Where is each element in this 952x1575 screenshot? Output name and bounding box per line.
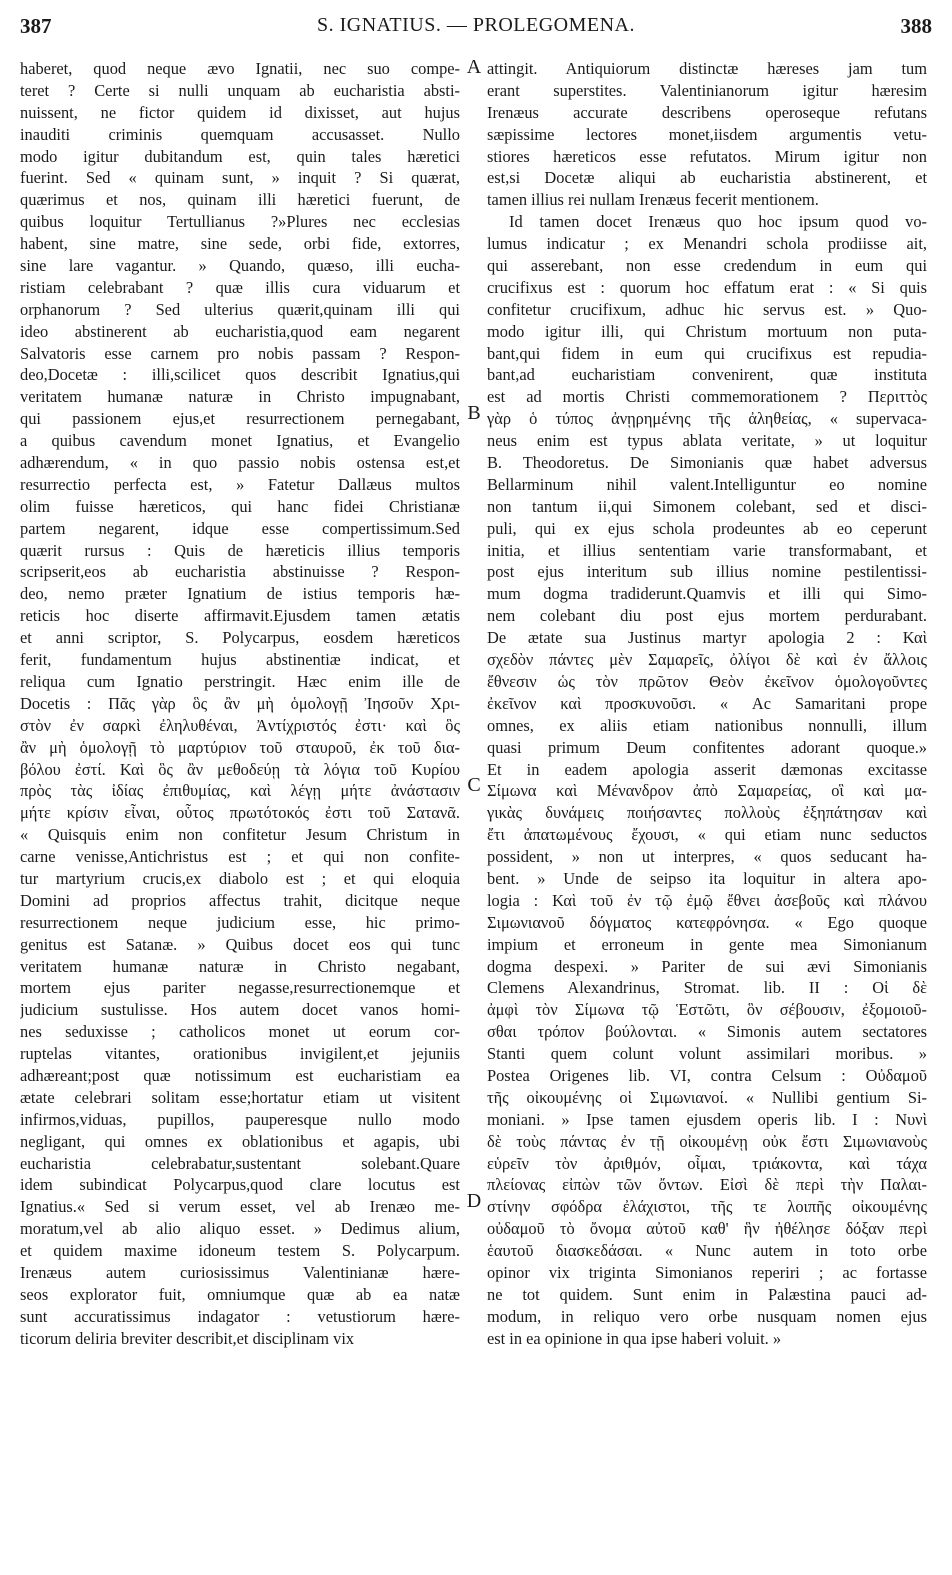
text-line: haberet, quod neque ævo Ignatii, nec suo compe- xyxy=(20,59,460,78)
text-line: Domini ad proprios affectus trahit, dicitque neque xyxy=(20,890,460,910)
text-line: quærimus et nos, quinam illi hæretici fuerunt, de xyxy=(20,190,460,210)
text-line: adhæreant;post quæ notissimum est eucharistiam ea xyxy=(20,1065,460,1085)
text-line: opinor vix triginta Simonianos reperiri ; ac fortasse xyxy=(487,1262,927,1282)
text-line: habent, sine matre, sine sede, orbi fide, extorres, xyxy=(20,234,460,254)
text-line: ἔτι ἀπατωμένους ἔχουσι, « qui etiam nunc seductos xyxy=(487,825,927,845)
text-line: στίνην σφόδρα ἐλάχιστοι, τῆς τε λοιπῆς οἰκουμένης xyxy=(487,1197,927,1217)
text-line: est ad mortis Christi commemorationem ? Περιττὸς xyxy=(487,387,927,407)
text-line: ticorum deliria breviter describit,et disciplinam vix xyxy=(20,1328,355,1348)
right-column xyxy=(487,58,927,1350)
text-line: ferit, fundamentum hujus abstinentiæ indicat, et xyxy=(20,650,460,670)
text-line: est in ea opinione in qua ipse haberi voluit. » xyxy=(487,1328,782,1348)
text-line: Clemens Alexandrinus, Stromat. lib. II : Οἱ δὲ xyxy=(487,978,927,998)
text-line: tamen illius rei nullam Irenæus fecerit mentionem. xyxy=(487,190,819,210)
text-line: πλείονας εἰπὼν τῶν ὄντων. Εἰσὶ δὲ περὶ τὴν Παλαι- xyxy=(487,1175,927,1195)
text-line: crucifixus est : quorum hoc effatum erat : « Si quis xyxy=(487,277,927,297)
text-line: deo,Docetæ : illi,scilicet quos describit Ignatius,qui xyxy=(20,365,460,385)
text-line: carne venisse,Antichristus est ; et qui non confite- xyxy=(20,847,460,867)
text-line: Irenæus autem curiosissimus Valentinianæ hære- xyxy=(20,1262,460,1282)
text-line: sunt accuratissimus indagator : vetustiorum hære- xyxy=(20,1306,460,1326)
text-line: Σιμωνιανοῦ δόγματος κατεφρόνησα. « Ego quoque xyxy=(487,912,927,932)
text-line: βόλου ἐστί. Καὶ ὃς ἂν μεθοδεύῃ τὰ λόγια τοῦ Κυρίου xyxy=(20,759,460,779)
text-line: quasi primum Deum confitentes adorant quoque.» xyxy=(487,737,927,757)
text-line: ne tot quidem. Sunt enim in Palæstina pauci ad- xyxy=(487,1284,927,1304)
text-line: reticis hoc diserte affirmavit.Ejusdem tamen ætatis xyxy=(20,606,460,626)
margin-mark-d: D xyxy=(466,1190,482,1212)
margin-mark-b: B xyxy=(467,402,481,424)
text-line: attingit. Antiquiorum distinctæ hæreses jam tum xyxy=(487,59,927,78)
text-line: orphanorum ? Sed ulterius quærit,quinam illi qui xyxy=(20,299,460,319)
text-line: seos explorator fuit, omniumque quæ ab ea natæ xyxy=(20,1284,460,1304)
text-line: omnes, ex aliis etiam nationibus nonnulli, illum xyxy=(487,715,927,735)
text-line: quærit rursus : Quis de hæreticis illius temporis xyxy=(20,540,460,560)
text-line: inauditi criminis quemquam accusasset. Nullo xyxy=(20,124,460,144)
text-line: a quibus cavendum monet Ignatius, et Evangelio xyxy=(20,431,460,451)
text-line: ἂν μὴ ὁμολογῇ τὸ μαρτύριον τοῦ σταυροῦ, ἐκ τοῦ δια- xyxy=(20,737,460,757)
text-line: σχεδὸν πάντες μὲν Σαμαρεῖς, ὀλίγοι δὲ καὶ ἐν ἄλλοις xyxy=(487,650,927,670)
text-line: dogma despexi. » Pariter de sui ævi Simonianis xyxy=(487,956,927,976)
text-line: quibus loquitur Tertullianus ?»Plures nec ecclesias xyxy=(20,212,460,232)
text-line: Stanti quem colunt volunt assimilari moribus. » xyxy=(487,1044,927,1064)
text-line: bant,qui fidem in eum qui crucifixus est repudia- xyxy=(487,343,927,363)
text-line: veritatem humanæ naturæ in Christo negabant, xyxy=(20,956,460,976)
text-line: γικὰς δυνάμεις ποιήσαντες πολλοὺς ἐξηπάτησαν καὶ xyxy=(487,803,927,823)
text-line: τῆς οἰκουμένης οἱ Σιμωνιανοί. « Nullibi gentium Si- xyxy=(487,1087,927,1107)
text-line: γὰρ ὁ τύπος ἀνῃρημένης τῆς ἀληθείας, « supervaca- xyxy=(487,409,927,429)
text-line: Bellarminum nihil valent.Intelliguntur eo nomine xyxy=(487,474,927,494)
text-line: bant,ad eucharistiam convenirent, quæ instituta xyxy=(487,365,927,385)
text-line: Σίμωνα καὶ Μένανδρον ἀπὸ Σαμαρείας, οἳ καὶ μα- xyxy=(487,781,927,801)
text-line: Et in eadem apologia asserit dæmonas excitasse xyxy=(487,759,927,779)
text-line: mortem ejus pariter negasse,resurrectionemque et xyxy=(20,978,460,998)
text-line: qui passionem ejus,et resurrectionem pernegabant, xyxy=(20,409,460,429)
text-line: ruptelas vitantes, orationibus invigilent,et jejuniis xyxy=(20,1044,460,1064)
left-column xyxy=(20,58,460,1350)
text-line: ἀμφὶ τὸν Σίμωνα τῷ Ἑστῶτι, ὃν σέβουσιν, ἐξομοιοῦ- xyxy=(487,1000,927,1020)
text-line: fuerint. Sed « quinam sunt, » inquit ? Si quærat, xyxy=(20,168,460,188)
text-line: ἑαυτοῦ διασκεδάσαι. « Nunc autem in toto orbe xyxy=(487,1241,927,1261)
text-line: sæpissime lectores monet,iisdem argumentis vetu- xyxy=(487,124,927,144)
text-line: idem subindicat Polycarpus,quod clare locutus est xyxy=(20,1175,460,1195)
text-line: eucharistia celebrabatur,sustentant solebant.Quare xyxy=(20,1153,460,1173)
text-line: ideo abstinerent ab eucharistia,quod eam negarent xyxy=(20,321,460,341)
text-line: veritatem humanæ naturæ in Christo impugnabant, xyxy=(20,387,460,407)
text-line: ætate celebrari solitam esse;hortatur etiam ut visitent xyxy=(20,1087,460,1107)
text-line: B. Theodoretus. De Simonianis quæ habet adversus xyxy=(487,453,927,473)
text-line: Ignatius.« Sed si verum esset, vel ab Irenæo me- xyxy=(20,1197,460,1217)
text-line: non tantum ii,qui Simonem colebant, sed et disci- xyxy=(487,496,927,516)
text-line: πρὸς τὰς ἰδίας ἐπιθυμίας, καὶ λέγῃ μήτε ἀνάστασιν xyxy=(20,781,460,801)
text-line: nes seduxisse ; catholicos monet ut eorum cor- xyxy=(20,1022,460,1042)
running-title: S. IGNATIUS. — PROLEGOMENA. xyxy=(317,14,635,36)
text-line: post ejus interitum sub illius nomine pestilentissi- xyxy=(487,562,927,582)
text-line: et quidem maxime idoneum testem S. Polycarpum. xyxy=(20,1241,460,1261)
text-line: modo igitur dubitandum est, quin tales hæretici xyxy=(20,146,460,166)
text-line: modo igitur illi, qui Christum mortuum non puta- xyxy=(487,321,927,341)
text-line: ἔθνεσιν ὡς τὸν πρῶτον Θεὸν ἐκεῖνον ὁμολογοῦντες xyxy=(487,671,927,691)
text-line: resurrectio perfecta est, » Fatetur Dallæus multos xyxy=(20,474,460,494)
margin-mark-a: A xyxy=(466,56,482,78)
text-line: scripserit,eos ab eucharistia abstinuisse ? Respon- xyxy=(20,562,460,582)
text-line: negligant, qui omnes ex oblationibus et agapis, ubi xyxy=(20,1131,460,1151)
text-line: et anni scriptor, S. Polycarpus, eosdem hæreticos xyxy=(20,628,460,648)
text-line: reliqua cum Ignatio perstringit. Hæc enim ille de xyxy=(20,671,460,691)
text-line: mum dogma tradiderunt.Quamvis et illi qui Simo- xyxy=(487,584,927,604)
page-number-right: 388 xyxy=(900,14,932,38)
text-line: possident, » non ut interpres, « quos seducant ha- xyxy=(487,847,927,867)
text-line: olim fuisse hæreticos, qui hanc fidei Christianæ xyxy=(20,496,460,516)
running-header xyxy=(20,14,932,40)
text-line: Salvatoris esse carnem pro nobis passam ? Respon- xyxy=(20,343,460,363)
page-number-left: 387 xyxy=(20,14,52,38)
text-line: genitus est Satanæ. » Quibus docet eos qui tunc xyxy=(20,934,460,954)
text-line: bent. » Unde de seipso ita loquitur in altera apo- xyxy=(487,868,927,888)
text-line: qui asserebant, non esse credendum in eum qui xyxy=(487,256,927,276)
text-line: neus enim est typus ablata veritate, » ut loquitur xyxy=(487,431,927,451)
text-line: δὲ τοὺς πάντας ἐν τῇ οἰκουμένῃ οὐκ ἔστι Σιμωνιανοὺς xyxy=(487,1131,927,1151)
text-line: impium et erroneum in gente mea Simonianum xyxy=(487,934,927,954)
text-line: Irenæus accurate describens operoseque refutans xyxy=(487,102,927,122)
text-line: Docetis : Πᾶς γὰρ ὃς ἂν μὴ ὁμολογῇ Ἰησοῦν Χρι- xyxy=(20,693,460,713)
text-line: moratum,vel ab alio aliquo esset. » Dedimus alium, xyxy=(20,1219,460,1239)
text-line: resurrectionem neque judicium esse, hic primo- xyxy=(20,912,460,932)
text-line: initia, et illius sententiam varie transformabant, et xyxy=(487,540,927,560)
text-line: partem negarent, idque esse compertissimum.Sed xyxy=(20,518,460,538)
text-line: οὐδαμοῦ τὸ ὄνομα αὐτοῦ καθ' ἣν ἠθέλησε δόξαν περὶ xyxy=(487,1219,927,1239)
text-line: confitetur crucifixum, adhuc hic servus est. » Quo- xyxy=(487,299,927,319)
text-line: μήτε κρίσιν εἶναι, οὗτος πρωτότοκός ἐστι τοῦ Σατανᾶ. xyxy=(20,803,460,823)
text-line: « Quisquis enim non confitetur Jesum Christum in xyxy=(20,825,460,845)
text-line: puli, qui ex ejus schola prodeuntes ab eo ceperunt xyxy=(487,518,927,538)
text-line: logia : Καὶ τοῦ ἐν τῷ ἐμῷ ἔθνει ἀσεβοῦς καὶ πλάνου xyxy=(487,890,927,910)
text-line: stiores hæreticos esse refutatos. Mirum igitur non xyxy=(487,146,927,166)
text-line: teret ? Certe si nulli unquam ab eucharistia absti- xyxy=(20,80,460,100)
text-line: sine lare vagantur. » Quando, quæso, illi eucha- xyxy=(20,256,460,276)
text-line: tur martyrium crucis,ex diabolo est ; et qui eloquia xyxy=(20,868,460,888)
text-line: lumus indicatur ; ex Menandri schola prodiisse ait, xyxy=(487,234,927,254)
text-line: ristiam celebrabant ? quæ illis cura viduarum et xyxy=(20,277,460,297)
text-line: est,si Docetæ aliqui ab eucharistia abstinerent, et xyxy=(487,168,927,188)
text-line: Id tamen docet Irenæus quo hoc ipsum quod vo- xyxy=(509,212,927,232)
text-line: εὑρεῖν τὸν ἀριθμόν, οἶμαι, τριάκοντα, καὶ τάχα xyxy=(487,1153,927,1173)
text-line: σθαι τρόπον βούλονται. « Simonis autem sectatores xyxy=(487,1022,927,1042)
text-line: modum, in reliquo vero orbe nusquam nomen ejus xyxy=(487,1306,927,1326)
text-line: στὸν ἐν σαρκὶ ἐληλυθέναι, Ἀντίχριστός ἐστι· καὶ ὃς xyxy=(20,715,460,735)
text-line: ἐκεῖνον καὶ προσκυνοῦσι. « Ac Samaritani prope xyxy=(487,693,927,713)
text-line: deo, nemo præter Ignatium de istius temporis hæ- xyxy=(20,584,460,604)
text-line: Postea Origenes lib. VI, contra Celsum : Οὐδαμοῦ xyxy=(487,1065,927,1085)
text-line: nem colebant diu post ejus mortem perdurabant. xyxy=(487,606,927,626)
text-line: nuissent, ne fictor quidem id dixisset, aut hujus xyxy=(20,102,460,122)
text-line: erant superstites. Valentinianorum igitur hæresim xyxy=(487,80,927,100)
text-line: judicium sustulisse. Hos autem docet vanos homi- xyxy=(20,1000,460,1020)
text-line: infirmos,viduas, pupillos, pauperesque nullo modo xyxy=(20,1109,460,1129)
text-line: De ætate sua Justinus martyr apologia 2 : Καὶ xyxy=(487,628,927,648)
margin-mark-c: C xyxy=(467,774,481,796)
text-line: moniani. » Ipse tamen ejusdem operis lib. I : Νυνὶ xyxy=(487,1109,927,1129)
text-line: adhærendum, « in quo passio nobis ostensa est,et xyxy=(20,453,460,473)
